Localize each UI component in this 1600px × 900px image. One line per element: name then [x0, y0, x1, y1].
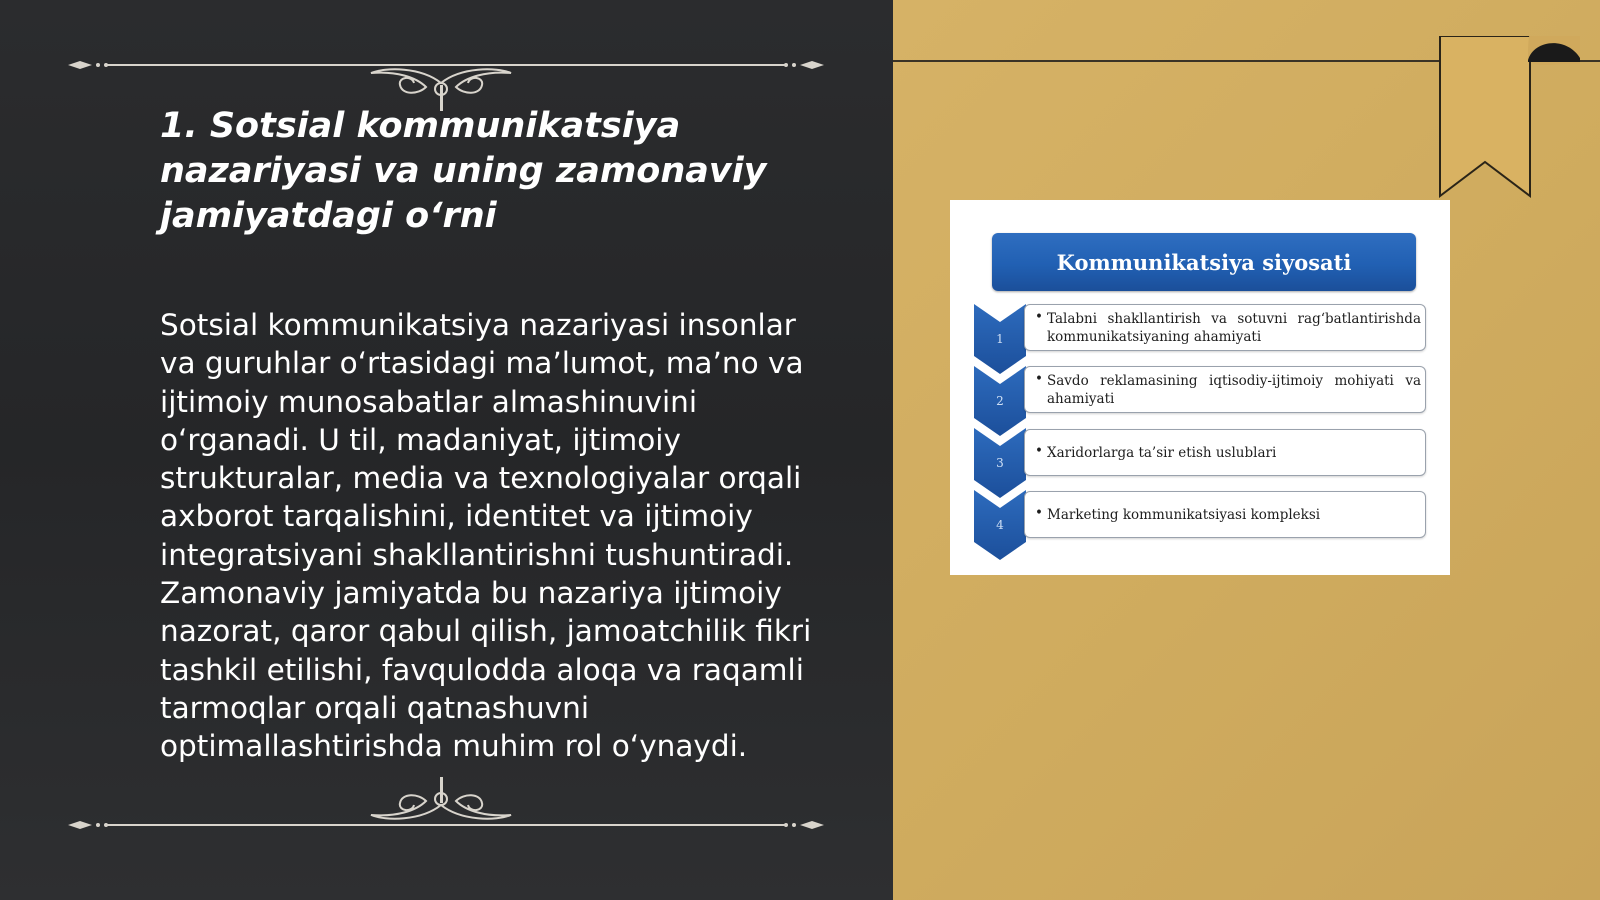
- diagram-header: Kommunikatsiya siyosati: [992, 233, 1416, 291]
- step-number-4: 4: [996, 518, 1004, 532]
- step-text-2: • Savdo reklamasining iqtisodiy-ijtimoiy mohiyati va ahamiyati: [1047, 372, 1421, 408]
- step-box-1: [1024, 304, 1426, 351]
- diagram-card: [950, 200, 1450, 575]
- step-text-1: • Talabni shakllantirish va sotuvni rag‘batlantirishda kommunikatsiyaning ahamiyati: [1047, 310, 1421, 346]
- slide-body-text: Sotsial kommunikatsiya nazariyasi insonlar va guruhlar o‘rtasidagi ma’lumot, ma’no va ijtimoiy munosabatlar almashinuvini o‘rganadi. U til, madaniyat, ijtimoiy strukturalar, media va texnologiyalar orqali axborot tarqalishini, identitet va ijtimoiy integratsiyani shakllantirishni tushuntiradi. Zamonaviy jamiyatda bu nazariya ijtimoiy nazorat, qaror qabul qilish, jamoatchilik fikri tashkil etilishi, favqulodda aloqa va raqamli tarmoqlar orqali qatnashuvni optimallashtirishda muhim rol o‘ynaydi.: [160, 308, 812, 764]
- bookmark-ribbon-icon: [1430, 36, 1580, 206]
- step-chevrons: [974, 304, 1026, 564]
- step-text-3: • Xaridorlarga ta’sir etish uslublari: [1047, 444, 1421, 462]
- step-number-3: 3: [996, 456, 1004, 470]
- step-box-2: [1024, 366, 1426, 413]
- step-box-3: [1024, 429, 1426, 476]
- step-text-4: • Marketing kommunikatsiyasi kompleksi: [1047, 506, 1421, 524]
- step-number-1: 1: [996, 332, 1004, 346]
- step-box-4: [1024, 491, 1426, 538]
- bottom-ornament-divider: [66, 773, 826, 833]
- slide-title: 1. Sotsial kommunikatsiya nazariyasi va uning zamonaviy jamiyatdagi o‘rni: [160, 106, 767, 236]
- step-number-2: 2: [996, 394, 1004, 408]
